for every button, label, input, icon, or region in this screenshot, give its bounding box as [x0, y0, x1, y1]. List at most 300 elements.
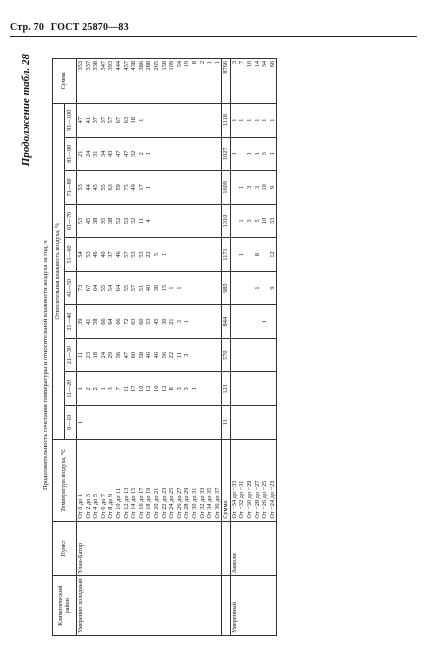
cell-line [206, 341, 214, 370]
cell-line: От 12 до 13 [122, 487, 130, 519]
sum-row-value: 1609 [222, 171, 231, 205]
sum-row-total: 8766 [222, 59, 231, 104]
page-header [10, 22, 133, 33]
cell-line: 53 [77, 217, 84, 225]
cell-line: 36 [152, 284, 160, 292]
cell-line [238, 274, 246, 303]
cell-line: 17 [130, 385, 138, 392]
cell-line [199, 341, 207, 370]
cell-line: 75 [122, 184, 130, 191]
cell-line [161, 207, 169, 236]
cell-line [231, 341, 239, 370]
cell-line: 18 [92, 352, 100, 359]
cell-line: От 14 до 15 [130, 487, 138, 519]
cell-line: 12 [145, 385, 153, 392]
cell-line: 72 [122, 318, 130, 325]
cell-line: 3 [253, 185, 261, 189]
cell-line [246, 274, 254, 303]
cell-line: 54 [175, 61, 183, 68]
cell-line: 17 [137, 184, 145, 191]
cell-line: 63 [130, 318, 138, 325]
cell-line: 8 [168, 387, 176, 391]
cell-line: 11 [137, 217, 145, 224]
cell-line: 33 [268, 217, 276, 225]
cell-line: 66 [114, 318, 122, 325]
cell-line [269, 374, 277, 403]
cell-line [238, 374, 246, 403]
cell-line [191, 341, 199, 370]
value-cell [77, 372, 222, 406]
cell-line: 21 [77, 150, 84, 157]
cell-line [183, 106, 191, 135]
cell-line: От 4 до 5 [92, 493, 100, 519]
cell-line [269, 307, 277, 336]
cell-line: 10 [246, 61, 254, 68]
cell-line: 1 [246, 118, 254, 122]
cell-line: 18 [130, 117, 138, 124]
cell-line: 1 [99, 387, 107, 391]
cell-line: От 10 до 11 [114, 487, 122, 519]
temperature-cell [230, 439, 277, 521]
value-cell [77, 305, 222, 339]
cell-line: От 2 до 3 [84, 493, 92, 519]
page-number: Стр. 70 [10, 22, 45, 33]
cell-line [199, 207, 207, 236]
cell-line [238, 307, 246, 336]
cell-line: От 8 до 9 [107, 493, 115, 519]
value-cell [230, 204, 277, 238]
sum-row-value: 1027 [222, 137, 231, 171]
cell-line [238, 341, 246, 370]
sum-row-value: 1310 [222, 204, 231, 238]
cell-line: 34 [99, 150, 107, 157]
cell-line [183, 408, 191, 437]
header-hum-0: 0—10 [65, 406, 77, 440]
cell-line [115, 408, 123, 437]
cell-line: 45 [84, 217, 92, 225]
cell-line [153, 140, 161, 169]
cell-line: 5 [253, 219, 261, 223]
cell-line: 36 [160, 352, 168, 359]
cell-line [206, 207, 214, 236]
cell-line: 63 [107, 184, 115, 191]
cell-line: 3 [183, 387, 191, 391]
cell-line: 1 [137, 118, 145, 122]
cell-line: От 26 до 27 [175, 487, 183, 519]
cell-line [199, 374, 207, 403]
cell-line [231, 173, 239, 202]
cell-line: 36 [114, 352, 122, 359]
cell-line: От 36 до 37 [213, 487, 221, 519]
cell-line: 2 [84, 387, 92, 391]
cell-line: 67 [114, 117, 122, 124]
cell-line: 67 [84, 284, 92, 292]
continuation-title: Продолжение табл. 28 [20, 54, 32, 167]
cell-line: 11 [175, 352, 183, 359]
cell-line: 1 [213, 61, 221, 65]
cell-line: 9 [268, 286, 276, 290]
cell-line: 46 [152, 352, 160, 359]
cell-line: 1 [246, 152, 254, 156]
cell-line: От −34 до −33 [230, 480, 238, 519]
cell-line: 44 [84, 184, 92, 191]
cell-line [214, 140, 222, 169]
cell-line: 60 [130, 352, 138, 359]
cell-line: 38 [92, 217, 100, 225]
cell-line [261, 341, 269, 370]
cell-line: 288 [145, 61, 153, 71]
standard-code: ГОСТ 25870—83 [50, 22, 129, 33]
cell-line [254, 408, 262, 437]
cell-line [176, 140, 184, 169]
cell-line: 1 [268, 152, 276, 156]
cell-line [269, 408, 277, 437]
cell-line: 10 [261, 217, 269, 225]
cell-line [183, 173, 191, 202]
cell-line: 24 [84, 150, 92, 157]
cell-line [261, 240, 269, 269]
point-cell: Акколи [230, 521, 277, 576]
value-cell [77, 406, 222, 440]
cell-line: 3 [246, 219, 254, 223]
rotated-table-page [14, 50, 409, 640]
cell-line [261, 274, 269, 303]
cell-line: От 32 до 33 [198, 487, 206, 519]
cell-line [176, 173, 184, 202]
cell-line: 58 [92, 318, 100, 325]
cell-line: От 16 до 17 [137, 487, 145, 519]
value-cell [77, 338, 222, 372]
cell-line [199, 408, 207, 437]
cell-line: От −24 до −23 [268, 480, 276, 519]
cell-line: От 0 до 1 [77, 493, 84, 519]
cell-line [231, 207, 239, 236]
cell-line: 47 [122, 150, 130, 157]
cell-line: 59 [114, 184, 122, 191]
cell-line: 1 [238, 252, 246, 257]
cell-line: 393 [107, 61, 115, 71]
cell-line [183, 140, 191, 169]
header-hum-6: 61—70 [65, 204, 77, 238]
cell-line: От 28 до 29 [183, 487, 191, 519]
header-rule [10, 36, 417, 37]
cell-line: 60 [137, 318, 145, 325]
cell-line [199, 240, 207, 269]
header-hum-1: 11—20 [65, 372, 77, 406]
cell-line [214, 207, 222, 236]
cell-line: 52 [114, 217, 122, 225]
cell-line [191, 240, 199, 269]
cell-line: 3 [175, 387, 183, 391]
cell-line: 45 [152, 318, 160, 325]
value-cell [230, 271, 277, 305]
cell-line: 16 [152, 385, 160, 392]
cell-line [176, 207, 184, 236]
cell-line [206, 173, 214, 202]
region-cell: Умеренно холодный [77, 576, 222, 636]
cell-line: 47 [122, 352, 130, 359]
value-cell [77, 271, 222, 305]
cell-line [123, 408, 131, 437]
cell-line: 55 [99, 284, 107, 292]
cell-line [191, 173, 199, 202]
cell-line: 1 [145, 185, 153, 189]
cell-line: 3 [175, 320, 183, 324]
value-cell [230, 103, 277, 137]
sum-row-value: 11 [222, 406, 231, 440]
cell-line: 9 [268, 185, 276, 189]
cell-line: 57 [130, 284, 138, 292]
cell-line: 109 [168, 61, 176, 71]
cell-line: 38 [107, 217, 115, 225]
cell-line: 1 [238, 185, 246, 189]
header-hum-7: 71—80 [65, 171, 77, 205]
cell-line: 1 [77, 420, 84, 424]
cell-line: 64 [114, 284, 122, 292]
cell-line [246, 408, 254, 437]
cell-line: От 24 до 25 [168, 487, 176, 519]
cell-line: 1 [268, 118, 276, 122]
cell-line: 22 [168, 352, 176, 359]
cell-line: От 6 до 7 [99, 493, 107, 519]
cell-line: 1 [238, 118, 246, 122]
cell-line [254, 374, 262, 403]
cell-line: 1 [238, 219, 246, 223]
cell-line [145, 106, 153, 135]
header-sum: Сумма [53, 59, 77, 104]
cell-line: 7 [238, 61, 246, 65]
cell-line [206, 307, 214, 336]
cell-line [254, 341, 262, 370]
cell-line: От −28 до −27 [253, 480, 261, 519]
cell-line: 1 [230, 118, 238, 122]
cell-line: 2 [92, 387, 100, 391]
cell-line: 53 [84, 251, 92, 258]
cell-line [153, 173, 161, 202]
cell-line [206, 240, 214, 269]
cell-line [191, 106, 199, 135]
cell-line [168, 173, 176, 202]
cell-line [191, 274, 199, 303]
cell-line [199, 274, 207, 303]
cell-line [269, 341, 277, 370]
cell-line: 3 [183, 353, 191, 357]
cell-line: 1 [160, 252, 168, 257]
cell-line: 34 [261, 61, 269, 68]
cell-line [231, 274, 239, 303]
sum-row-value: 985 [222, 271, 231, 305]
region-cell: Умеренный [230, 576, 277, 636]
cell-line [214, 240, 222, 269]
cell-line: 12 [160, 385, 168, 392]
cell-line [107, 408, 115, 437]
cell-line [214, 173, 222, 202]
cell-line [214, 106, 222, 135]
cell-line: 347 [99, 61, 107, 71]
cell-line: 40 [99, 251, 107, 258]
cell-line: 338 [92, 61, 100, 71]
cell-line: От −30 до −29 [246, 480, 254, 519]
cell-line [214, 408, 222, 437]
cell-line: 5 [152, 252, 160, 257]
value-cell [77, 204, 222, 238]
value-cell [230, 171, 277, 205]
cell-line: От 22 до 23 [160, 487, 168, 519]
cell-line: От −32 до −31 [238, 480, 246, 519]
cell-line: 73 [77, 284, 84, 292]
cell-line [231, 240, 239, 269]
cell-line [153, 207, 161, 236]
cell-line: 64 [92, 284, 100, 292]
cell-line: 438 [130, 61, 138, 71]
cell-line: 23 [84, 352, 92, 359]
header-point: Пункт [53, 521, 77, 576]
value-cell [230, 372, 277, 406]
cell-line [246, 240, 254, 269]
cell-line: 10 [137, 385, 145, 392]
cell-line: 1 [175, 286, 183, 290]
sum-row-label: Сумма [222, 439, 231, 521]
cell-line: 3 [246, 185, 254, 189]
cell-line: 63 [122, 117, 130, 124]
cell-line: 54 [77, 251, 84, 258]
cell-line [176, 240, 184, 269]
cell-line [246, 307, 254, 336]
cell-line [261, 374, 269, 403]
cell-line: 37 [99, 117, 107, 124]
cell-line [191, 140, 199, 169]
cell-line: 1 [261, 118, 269, 122]
sum-cell [230, 59, 277, 104]
cell-line: 3 [261, 152, 269, 156]
cell-line [161, 173, 169, 202]
cell-line: 1 [230, 152, 238, 156]
value-cell [230, 137, 277, 171]
value-cell [77, 137, 222, 171]
cell-line: 15 [160, 284, 168, 292]
cell-line [206, 106, 214, 135]
value-cell [230, 406, 277, 440]
cell-line: 8 [253, 252, 261, 257]
cell-line: 41 [84, 318, 92, 325]
cell-line [214, 274, 222, 303]
cell-line [138, 408, 146, 437]
cell-line: 4 [145, 219, 153, 223]
cell-line: 24 [99, 352, 107, 359]
cell-line: 29 [107, 352, 115, 359]
cell-line [176, 408, 184, 437]
cell-line: 12 [268, 251, 276, 258]
sum-row [222, 59, 231, 636]
cell-line [214, 307, 222, 336]
header-region: Климатический район [53, 576, 77, 636]
cell-line: 54 [107, 284, 115, 292]
cell-line: 8 [190, 61, 198, 65]
cell-line [191, 307, 199, 336]
sum-row-value: 1171 [222, 238, 231, 272]
cell-line: 30 [160, 318, 168, 325]
cell-line: 1 [253, 152, 261, 156]
cell-line [130, 408, 138, 437]
cell-line: 40 [145, 284, 153, 292]
cell-line: 53 [145, 318, 153, 325]
sum-row-value: 844 [222, 305, 231, 339]
cell-line: 21 [168, 318, 176, 325]
cell-line: 2 [137, 152, 145, 156]
sum-row-value: 1118 [222, 103, 231, 137]
cell-line: 1 [183, 320, 191, 324]
header-hum-9: 91—100 [65, 103, 77, 137]
cell-line [176, 106, 184, 135]
value-cell [77, 171, 222, 205]
cell-line [153, 408, 161, 437]
value-cell [230, 238, 277, 272]
cell-line: 1 [190, 387, 198, 391]
cell-line [246, 341, 254, 370]
temperature-cell [77, 439, 222, 521]
cell-line: 386 [137, 61, 145, 71]
cell-line: 353 [77, 61, 84, 71]
cell-line [183, 207, 191, 236]
cell-line [231, 374, 239, 403]
cell-line: 46 [145, 352, 153, 359]
cell-line: 1 [77, 387, 84, 391]
table-row [77, 59, 222, 636]
cell-line: 45 [92, 184, 100, 191]
cell-line: 1 [206, 61, 214, 65]
cell-line: От 30 до 31 [190, 487, 198, 519]
cell-line [199, 106, 207, 135]
cell-line: 1 [253, 118, 261, 122]
cell-line [153, 106, 161, 135]
header-hum-8: 81—90 [65, 137, 77, 171]
cell-line [168, 408, 176, 437]
cell-line: 66 [268, 61, 276, 68]
cell-line: 19 [183, 61, 191, 68]
cell-line [206, 408, 214, 437]
cell-line [231, 408, 239, 437]
cell-line: 1 [261, 320, 269, 324]
cell-line [199, 173, 207, 202]
header-hum-2: 21—30 [65, 338, 77, 372]
cell-line: 55 [122, 284, 130, 292]
header-hum-4: 41—50 [65, 271, 77, 305]
cell-line: 35 [99, 217, 107, 225]
cell-line [161, 140, 169, 169]
cell-line [238, 408, 246, 437]
cell-line: 55 [99, 184, 107, 191]
cell-line [161, 106, 169, 135]
cell-line: 46 [92, 251, 100, 258]
cell-line: 444 [114, 61, 122, 71]
cell-line [231, 307, 239, 336]
cell-line: 3 [107, 387, 115, 391]
cell-line: От −26 до −25 [261, 480, 269, 519]
cell-line [261, 408, 269, 437]
cell-line [161, 408, 169, 437]
cell-line: 1 [168, 286, 176, 290]
cell-line: 66 [99, 318, 107, 325]
cell-line: 49 [130, 184, 138, 191]
cell-line [92, 408, 100, 437]
cell-line: 57 [107, 117, 115, 124]
sum-row-value: 570 [222, 338, 231, 372]
cell-line [206, 274, 214, 303]
cell-line: 337 [84, 61, 92, 71]
value-cell [230, 338, 277, 372]
cell-line [199, 307, 207, 336]
cell-line: 31 [92, 150, 100, 157]
